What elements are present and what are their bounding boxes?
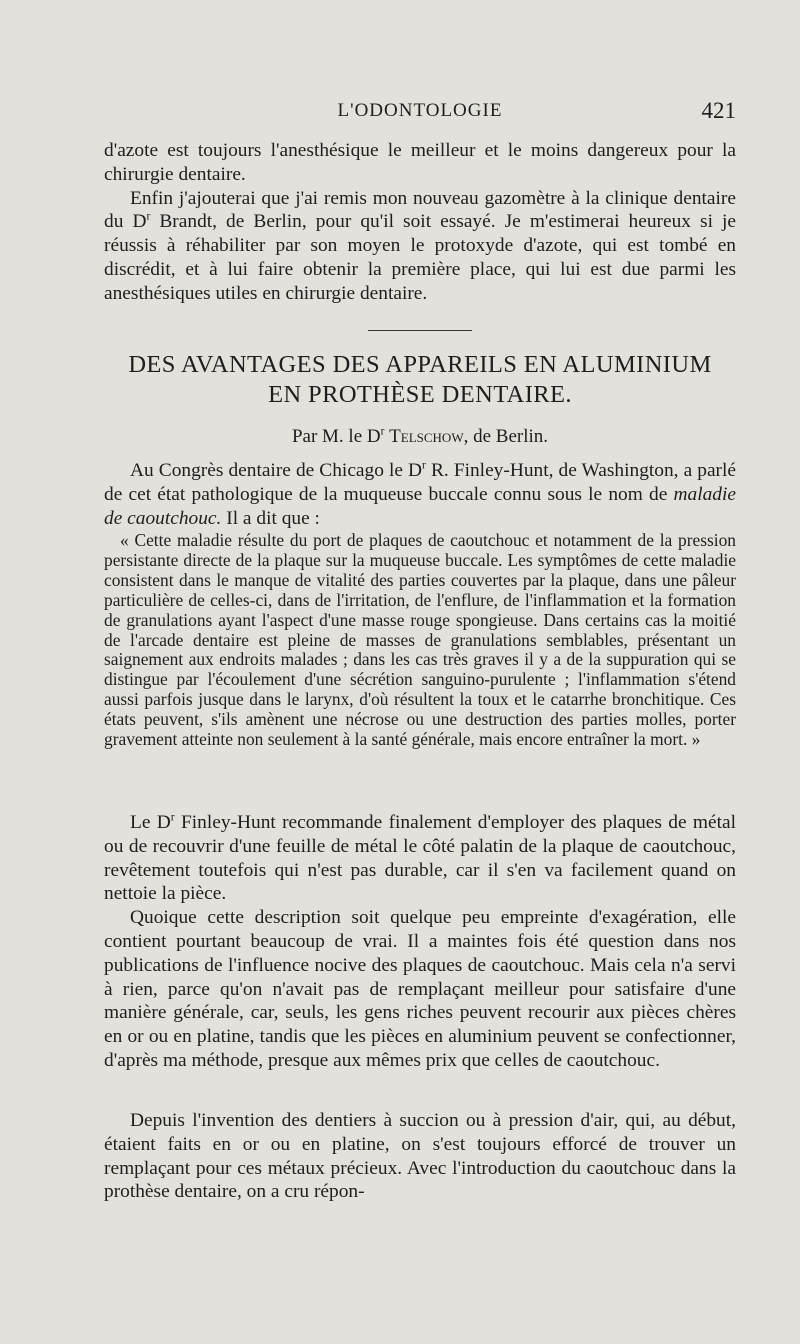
paragraph-1 — [104, 459, 736, 530]
byline-superscript: r — [380, 425, 385, 438]
p2-text-b: Finley-Hunt recommande finalement d'employer des plaques de métal ou de recouvrir d'une feuille de métal le côté palatin de la plaque de caoutchouc, revêtement toutefois qui n'est pas durable, car il s'en va facilement quand on nettoie la pièce. — [104, 812, 736, 905]
body-text — [104, 811, 736, 1073]
section-divider — [368, 330, 472, 331]
article-byline — [104, 426, 736, 448]
superscript: r — [146, 209, 151, 223]
p2-text-a: Le D — [130, 812, 171, 833]
p2-superscript: r — [170, 810, 175, 824]
p1-text-b: R. Finley-Hunt, de Washington, a parlé de cet état pathologique de la muqueuse buccale connu sous le nom de — [104, 460, 736, 505]
page-number: 421 — [701, 98, 736, 123]
running-title: L'ODONTOLOGIE — [337, 100, 503, 121]
article-title-line-2: EN PROTHÈSE DENTAIRE. — [268, 381, 572, 408]
running-header — [104, 98, 736, 128]
byline-suffix: , de Berlin. — [463, 426, 549, 447]
quote-text: « Cette maladie résulte du port de plaques de caoutchouc et notamment de la pression persistante directe de la plaque sur la muqueuse buccale. Les symptômes de cette maladie consistent dans le manque de vitalité des parties couvertes par la plaque, dans une pâleur particulière de celles-ci, dans de l'irritation, de l'enflure, de l'inflammation et la formation de granulations ayant l'aspect d'une masse rouge spongieuse. Dans certains cas la moitié de l'arcade dentaire est pleine de masses de granulations semblables, présentant un saignement aux endroits malades ; dans les cas très graves il y a de la suppuration qui se distingue par l'écoulement d'une sécrétion sanguino-purulente ; l'inflammation s'étend aussi parfois jusque dans le larynx, d'où résultent la toux et le catarrhe bronchitique. Ces états peuvent, s'ils amènent une nécrose ou une destruction des parties molles, porter gravement atteinte non seulement à la santé générale, mais encore entraîner la mort. » — [104, 530, 736, 750]
byline-prefix: Par M. le D — [291, 426, 381, 447]
paragraph-4: Depuis l'invention des dentiers à succion ou à pression d'air, qui, au début, étaient faits en or ou en platine, on s'est toujours efforcé de trouver un remplaçant pour ces métaux précieux. Avec l'introduction du caoutchouc dans la prothèse dentaire, on a cru répon- — [104, 1110, 736, 1203]
intro-text — [104, 139, 736, 306]
intro-paragraph-2 — [104, 187, 736, 306]
intro-paragraph-2-text-a: Enfin j'ajouterai que j'ai remis mon nouveau gazomètre à la clinique dentaire du D — [104, 187, 736, 233]
block-quote — [104, 531, 736, 750]
p1-text-a: Au Congrès dentaire de Chicago le D — [130, 460, 423, 481]
p1-italic: maladie de caoutchouc. — [104, 483, 736, 529]
p1-superscript: r — [422, 458, 426, 472]
paragraph-3: Quoique cette description soit quelque peu empreinte d'exagération, elle contient pourtant beaucoup de vrai. Il a maintes fois été question dans nos publications de l'influence nocive des plaques de caoutchouc. Mais cela n'a servi à rien, parce qu'on n'avait pas de remplaçant meilleur pour satisfaire d'une manière générale, car, seuls, les gens riches peuvent recourir aux pièces chères en or ou en platine, tandis que les pièces en aluminium peuvent se confectionner, d'après ma méthode, presque aux mêmes prix que celles de caoutchouc. — [104, 907, 736, 1071]
article-title-line-1: DES AVANTAGES DES APPAREILS EN ALUMINIUM — [128, 351, 712, 378]
p1-text-c: Il a dit que : — [221, 507, 320, 529]
paragraph-4-block — [104, 1109, 736, 1204]
intro-paragraph-1: d'azote est toujours l'anesthésique le meilleur et le moins dangereux pour la chirurgie dentaire. — [104, 140, 736, 185]
paragraph-2 — [104, 811, 736, 906]
intro-paragraph-2-text-b: Brandt, de Berlin, pour qu'il soit essayé. Je m'estimerai heureux si je réussis à réhabiliter par son moyen le protoxyde d'azote, qui est tombé en discrédit, et à lui faire obtenir la première place, qui lui est due parmi les anesthésiques utiles en chirurgie dentaire. — [104, 211, 736, 304]
author-name: Telschow — [389, 426, 464, 447]
article-title — [104, 350, 736, 410]
